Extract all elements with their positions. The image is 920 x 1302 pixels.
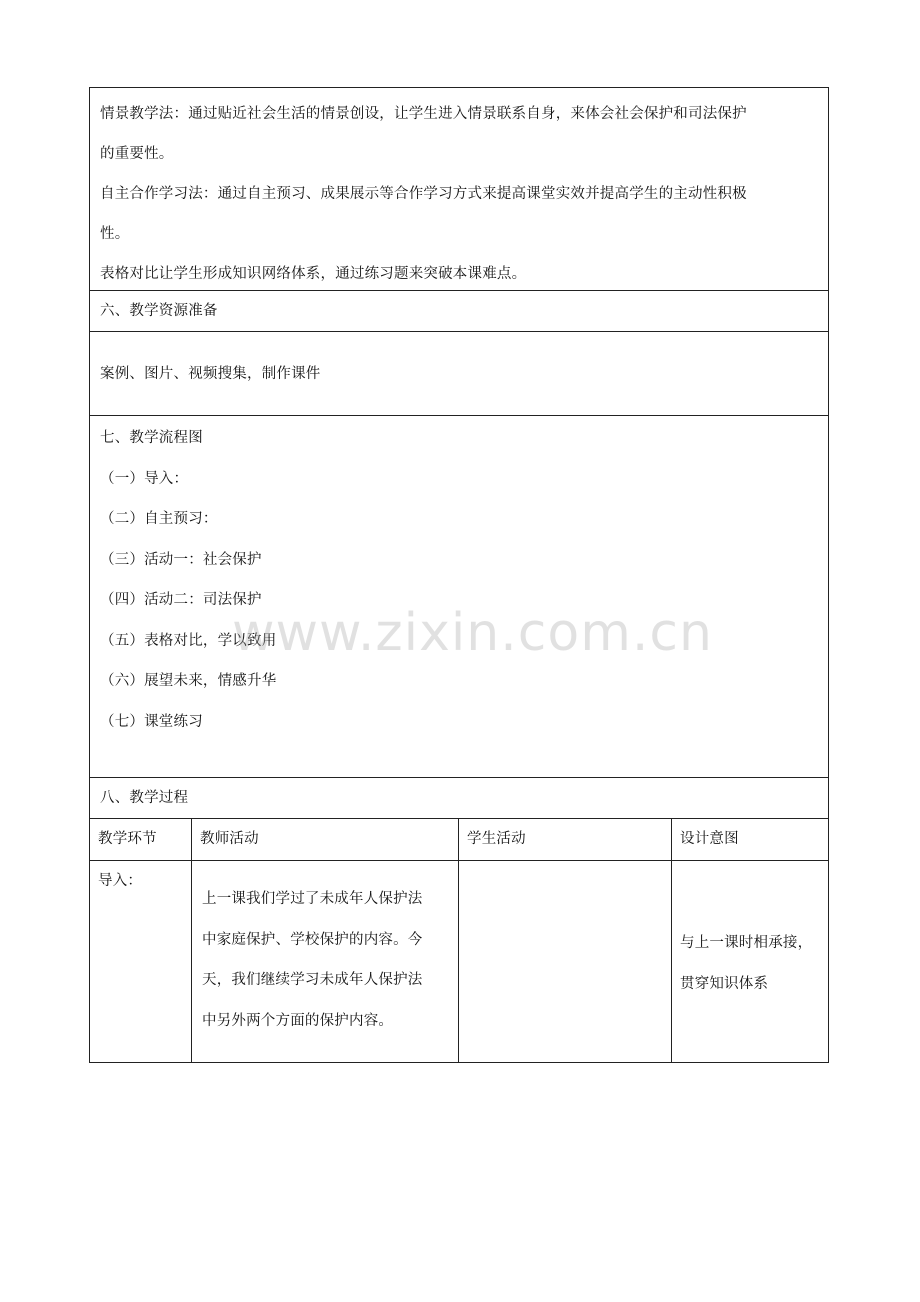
teacher-line: 上一课我们学过了未成年人保护法 [202,891,423,907]
flowchart-section [90,416,828,778]
methods-line: 性。 [100,226,130,242]
section-8-title: 八、教学过程 [90,778,828,819]
methods-line: 表格对比让学生形成知识网络体系，通过练习题来突破本课难点。 [100,266,527,282]
teaching-methods-section [90,88,828,291]
design-intent-cell [672,861,828,1062]
flow-item: （五）表格对比，学以致用 [100,632,277,649]
teacher-activity-cell [192,861,459,1062]
section-6-title: 六、教学资源准备 [90,291,828,332]
flow-item: （三）活动一：社会保护 [100,551,262,568]
flow-item: （一）导入： [100,470,189,487]
header-student: 学生活动 [459,819,672,860]
methods-line: 自主合作学习法：通过自主预习、成果展示等合作学习方式来提高课堂实效并提高学生的主动性积极 [100,186,747,202]
section-7-title: 七、教学流程图 [100,430,203,446]
student-activity-cell [459,861,672,1062]
design-line: 贯穿知识体系 [680,975,769,992]
flow-item: （七）课堂练习 [100,713,203,730]
teacher-line: 中家庭保护、学校保护的内容。今 [202,931,423,948]
flow-item: （二）自主预习： [100,511,218,527]
flow-item: （六）展望未来，情感升华 [100,673,277,689]
design-line: 与上一课时相承接， [680,935,813,951]
flow-item: （四）活动二：司法保护 [100,592,262,608]
header-teacher: 教师活动 [192,819,459,860]
resources-content: 案例、图片、视频搜集，制作课件 [90,332,828,416]
process-table-header [90,819,828,861]
stage-cell: 导入： [90,861,192,1062]
teacher-line: 中另外两个方面的保护内容。 [202,1012,394,1029]
methods-line: 的重要性。 [100,146,174,162]
process-table-row [90,861,828,1062]
methods-line: 情景教学法：通过贴近社会生活的情景创设，让学生进入情景联系自身，来体会社会保护和司法保护 [100,106,747,122]
header-stage: 教学环节 [90,819,192,860]
lesson-plan-table [89,87,829,1063]
teacher-line: 天，我们继续学习未成年人保护法 [202,972,423,988]
watermark: www.zixin.com.cn [232,603,713,663]
header-design: 设计意图 [680,831,739,847]
